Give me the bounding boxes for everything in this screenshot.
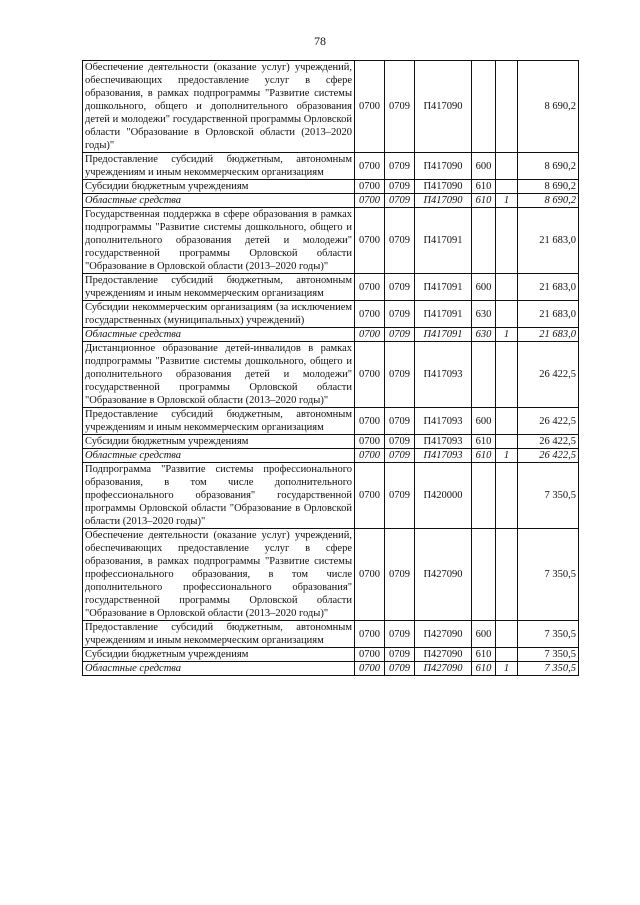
target-article-code: П427090 — [415, 621, 472, 648]
row-name: Обеспечение деятельности (оказание услуг) учреждений, обеспечивающих предоставление услуг в сфере образования, в рамках подпрограммы "Развитие системы профессионального образования, в том числе дополнительного профессионального образования" государственной программы Орловской области "Образование в Орловской области (2013–2020 годы)" — [83, 529, 355, 621]
table-row — [83, 61, 579, 153]
table-row — [83, 529, 579, 621]
target-article-code: П417090 — [415, 153, 472, 180]
table-row — [83, 194, 579, 208]
target-article-code: П417093 — [415, 435, 472, 449]
row-name: Субсидии бюджетным учреждениям — [83, 180, 355, 194]
row-name: Дистанционное образование детей-инвалидов в рамках подпрограммы "Развитие системы дошкольного, общего и дополнительного образования детей и молодежи" государственной программы Орловской области "Образование в Орловской области (2013–2020 годы)" — [83, 342, 355, 408]
row-name: Предоставление субсидий бюджетным, автономным учреждениям и иным некоммерческим организациям — [83, 274, 355, 301]
amount: 21 683,0 — [518, 208, 579, 274]
target-article-code: П417090 — [415, 194, 472, 208]
target-article-code: П417093 — [415, 342, 472, 408]
funding-source-code — [496, 301, 518, 328]
row-name: Областные средства — [83, 449, 355, 463]
expense-type-code — [472, 342, 496, 408]
subsection-code: 0709 — [385, 408, 415, 435]
table-row — [83, 648, 579, 662]
amount: 7 350,5 — [518, 662, 579, 676]
expense-type-code: 610 — [472, 662, 496, 676]
subsection-code: 0709 — [385, 180, 415, 194]
table-row — [83, 153, 579, 180]
funding-source-code: 1 — [496, 662, 518, 676]
section-code: 0700 — [355, 61, 385, 153]
table-row — [83, 662, 579, 676]
target-article-code: П417090 — [415, 180, 472, 194]
table-row — [83, 208, 579, 274]
section-code: 0700 — [355, 648, 385, 662]
subsection-code: 0709 — [385, 435, 415, 449]
section-code: 0700 — [355, 153, 385, 180]
target-article-code: П417091 — [415, 274, 472, 301]
table-row — [83, 449, 579, 463]
section-code: 0700 — [355, 180, 385, 194]
subsection-code: 0709 — [385, 194, 415, 208]
amount: 21 683,0 — [518, 328, 579, 342]
row-name: Областные средства — [83, 194, 355, 208]
target-article-code: П417091 — [415, 328, 472, 342]
funding-source-code — [496, 621, 518, 648]
row-name: Предоставление субсидий бюджетным, автономным учреждениям и иным некоммерческим организациям — [83, 621, 355, 648]
subsection-code: 0709 — [385, 449, 415, 463]
expense-type-code — [472, 208, 496, 274]
expense-type-code: 610 — [472, 449, 496, 463]
row-name: Государственная поддержка в сфере образования в рамках подпрограммы "Развитие системы дошкольного, общего и дополнительного образования детей и молодежи" государственной программы Орловской области "Образование в Орловской области (2013–2020 годы)" — [83, 208, 355, 274]
subsection-code: 0709 — [385, 463, 415, 529]
expense-type-code: 600 — [472, 153, 496, 180]
funding-source-code: 1 — [496, 194, 518, 208]
funding-source-code — [496, 180, 518, 194]
amount: 7 350,5 — [518, 529, 579, 621]
section-code: 0700 — [355, 274, 385, 301]
expense-type-code: 610 — [472, 194, 496, 208]
expense-type-code: 600 — [472, 274, 496, 301]
funding-source-code — [496, 61, 518, 153]
expense-type-code: 630 — [472, 328, 496, 342]
amount: 7 350,5 — [518, 621, 579, 648]
section-code: 0700 — [355, 328, 385, 342]
table-row — [83, 180, 579, 194]
table-row — [83, 408, 579, 435]
funding-source-code — [496, 153, 518, 180]
row-name: Подпрограмма "Развитие системы профессионального образования, в том числе дополнительного профессионального образования" государственной программы Орловской области "Образование в Орловской области (2013–2020 годы)" — [83, 463, 355, 529]
section-code: 0700 — [355, 301, 385, 328]
expense-type-code: 610 — [472, 180, 496, 194]
target-article-code: П417090 — [415, 61, 472, 153]
target-article-code: П417091 — [415, 301, 472, 328]
row-name: Областные средства — [83, 662, 355, 676]
target-article-code: П427090 — [415, 662, 472, 676]
amount: 8 690,2 — [518, 194, 579, 208]
budget-table-body — [83, 61, 579, 676]
expense-type-code: 630 — [472, 301, 496, 328]
table-row — [83, 301, 579, 328]
target-article-code: П417091 — [415, 208, 472, 274]
funding-source-code — [496, 435, 518, 449]
amount: 7 350,5 — [518, 463, 579, 529]
section-code: 0700 — [355, 408, 385, 435]
funding-source-code — [496, 463, 518, 529]
target-article-code: П417093 — [415, 408, 472, 435]
budget-table — [82, 60, 579, 676]
funding-source-code — [496, 408, 518, 435]
section-code: 0700 — [355, 342, 385, 408]
row-name: Субсидии бюджетным учреждениям — [83, 648, 355, 662]
section-code: 0700 — [355, 435, 385, 449]
section-code: 0700 — [355, 194, 385, 208]
section-code: 0700 — [355, 208, 385, 274]
subsection-code: 0709 — [385, 621, 415, 648]
funding-source-code — [496, 274, 518, 301]
table-row — [83, 328, 579, 342]
subsection-code: 0709 — [385, 274, 415, 301]
amount: 26 422,5 — [518, 408, 579, 435]
subsection-code: 0709 — [385, 342, 415, 408]
subsection-code: 0709 — [385, 301, 415, 328]
amount: 8 690,2 — [518, 61, 579, 153]
table-row — [83, 621, 579, 648]
row-name: Субсидии некоммерческим организациям (за исключением государственных (муниципальных) учреждений) — [83, 301, 355, 328]
table-row — [83, 274, 579, 301]
subsection-code: 0709 — [385, 208, 415, 274]
target-article-code: П427090 — [415, 648, 472, 662]
expense-type-code: 600 — [472, 408, 496, 435]
table-row — [83, 435, 579, 449]
expense-type-code: 610 — [472, 648, 496, 662]
funding-source-code: 1 — [496, 449, 518, 463]
amount: 8 690,2 — [518, 180, 579, 194]
section-code: 0700 — [355, 449, 385, 463]
amount: 26 422,5 — [518, 449, 579, 463]
target-article-code: П427090 — [415, 529, 472, 621]
target-article-code: П417093 — [415, 449, 472, 463]
target-article-code: П420000 — [415, 463, 472, 529]
table-row — [83, 463, 579, 529]
amount: 21 683,0 — [518, 274, 579, 301]
expense-type-code: 600 — [472, 621, 496, 648]
funding-source-code: 1 — [496, 328, 518, 342]
section-code: 0700 — [355, 662, 385, 676]
subsection-code: 0709 — [385, 61, 415, 153]
subsection-code: 0709 — [385, 153, 415, 180]
row-name: Предоставление субсидий бюджетным, автономным учреждениям и иным некоммерческим организациям — [83, 153, 355, 180]
amount: 8 690,2 — [518, 153, 579, 180]
expense-type-code: 610 — [472, 435, 496, 449]
table-row — [83, 342, 579, 408]
subsection-code: 0709 — [385, 662, 415, 676]
expense-type-code — [472, 529, 496, 621]
amount: 21 683,0 — [518, 301, 579, 328]
funding-source-code — [496, 529, 518, 621]
expense-type-code — [472, 463, 496, 529]
row-name: Обеспечение деятельности (оказание услуг) учреждений, обеспечивающих предоставление услуг в сфере образования, в рамках подпрограммы "Развитие системы дошкольного, общего и дополнительного образования детей и молодежи" государственной программы Орловской области "Образование в Орловской области (2013–2020 годы)" — [83, 61, 355, 153]
subsection-code: 0709 — [385, 529, 415, 621]
section-code: 0700 — [355, 621, 385, 648]
funding-source-code — [496, 648, 518, 662]
row-name: Предоставление субсидий бюджетным, автономным учреждениям и иным некоммерческим организациям — [83, 408, 355, 435]
row-name: Областные средства — [83, 328, 355, 342]
amount: 26 422,5 — [518, 435, 579, 449]
amount: 7 350,5 — [518, 648, 579, 662]
subsection-code: 0709 — [385, 648, 415, 662]
funding-source-code — [496, 208, 518, 274]
section-code: 0700 — [355, 529, 385, 621]
row-name: Субсидии бюджетным учреждениям — [83, 435, 355, 449]
expense-type-code — [472, 61, 496, 153]
funding-source-code — [496, 342, 518, 408]
section-code: 0700 — [355, 463, 385, 529]
subsection-code: 0709 — [385, 328, 415, 342]
page-number: 78 — [314, 34, 326, 48]
amount: 26 422,5 — [518, 342, 579, 408]
